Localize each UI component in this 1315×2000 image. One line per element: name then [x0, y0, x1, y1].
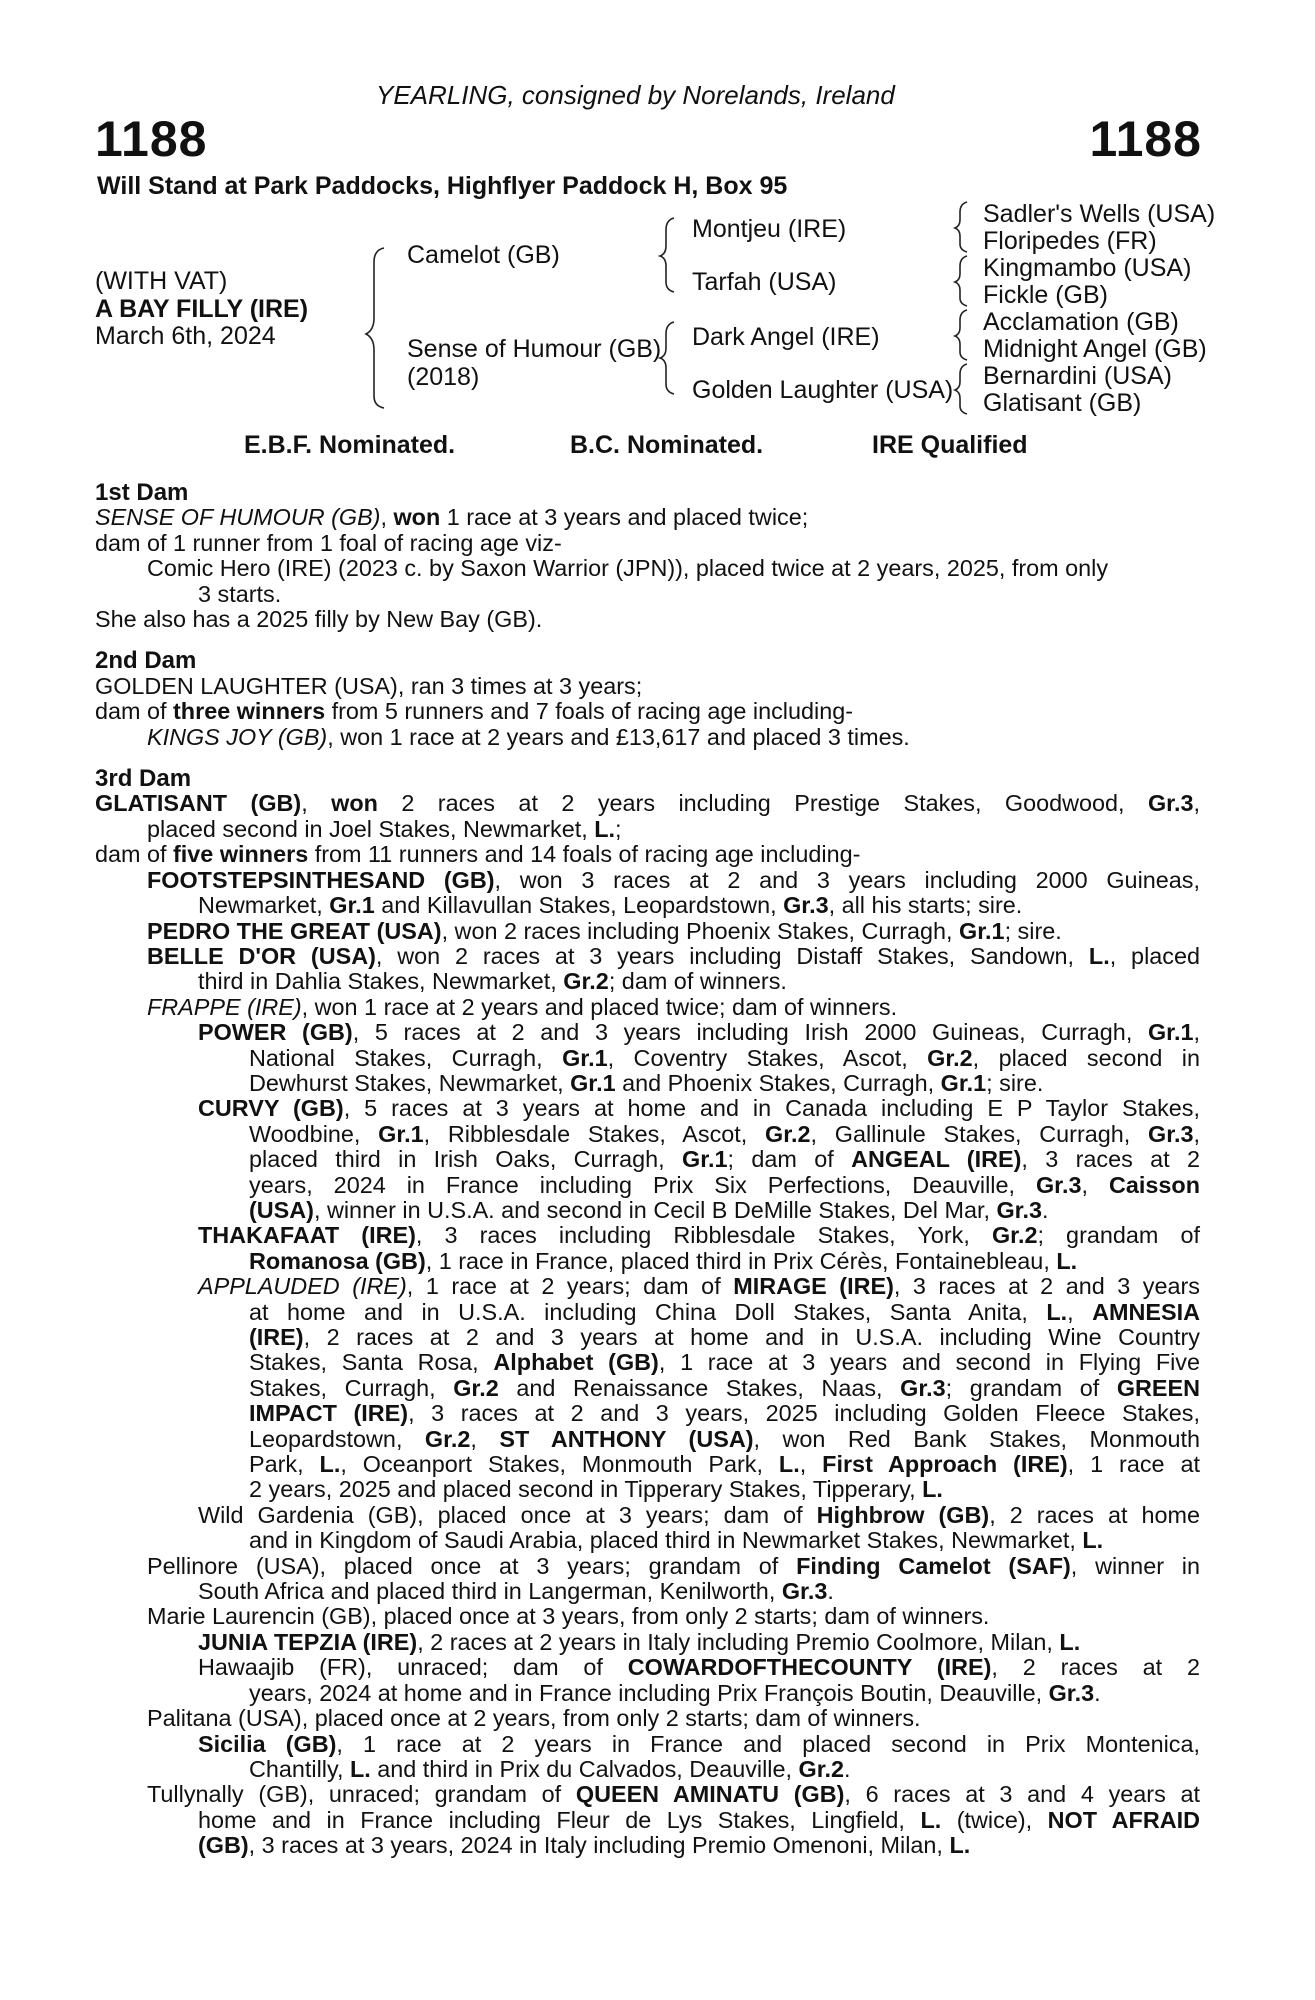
produce-wild-gardenia-cont: and in Kingdom of Saudi Arabia, placed third in Newmarket Stakes, Newmarket, L.: [249, 1527, 1104, 1554]
produce-thakafaat-cont: Romanosa (GB), 1 race in France, placed third in Prix Cérès, Fontainebleau, L.: [249, 1247, 1078, 1274]
first-dam-produce-item: Comic Hero (IRE) (2023 c. by Saxon Warrior (JPN)), placed twice at 2 years, 2025, from only: [147, 555, 1109, 582]
second-dam-produce-summary: dam of three winners from 5 runners and 7 foals of racing age including-: [95, 698, 853, 725]
produce-pellinore-cont: South Africa and placed third in Langerman, Kenilworth, Gr.3.: [198, 1578, 834, 1605]
produce-curvy-cont4: (USA), winner in U.S.A. and second in Cecil B DeMille Stakes, Del Mar, Gr.3.: [249, 1196, 1049, 1223]
first-dam-line: SENSE OF HUMOUR (GB), won 1 race at 3 years and placed twice;: [95, 504, 809, 531]
vat-note: (WITH VAT): [95, 267, 228, 295]
horse-name: A BAY FILLY (IRE): [95, 295, 309, 323]
third-dam-line: GLATISANT (GB), won 2 races at 2 years including Prestige Stakes, Goodwood, Gr.3,: [95, 790, 1200, 817]
produce-applauded-cont8: 2 years, 2025 and placed second in Tipperary Stakes, Tipperary, L.: [249, 1476, 943, 1503]
lot-number-right: 1188: [1089, 111, 1202, 167]
produce-marie-laurencin: Marie Laurencin (GB), placed once at 3 years, from only 2 starts; dam of winners.: [147, 1603, 990, 1630]
produce-applauded-cont1: at home and in U.S.A. including China Doll Stakes, Santa Anita, L., AMNESIA: [249, 1298, 1200, 1325]
produce-junia-tepzia: JUNIA TEPZIA (IRE), 2 races at 2 years in Italy including Premio Coolmore, Milan, L.: [198, 1628, 1081, 1655]
produce-thakafaat: THAKAFAAT (IRE), 3 races including Ribblesdale Stakes, York, Gr.2; grandam of: [198, 1222, 1200, 1249]
third-dam-heading: 3rd Dam: [95, 765, 192, 793]
produce-footstepsinthesand: FOOTSTEPSINTHESAND (GB), won 3 races at 2 and 3 years including 2000 Guineas,: [147, 866, 1200, 893]
produce-pedro-the-great: PEDRO THE GREAT (USA), won 2 races including Phoenix Stakes, Curragh, Gr.1; sire.: [147, 917, 1062, 944]
sire-sire: Montjeu (IRE): [692, 215, 847, 243]
first-dam-heading: 1st Dam: [95, 479, 189, 506]
ancestor-6: Midnight Angel (GB): [983, 335, 1207, 363]
ebf-nomination: E.B.F. Nominated.: [244, 431, 456, 459]
produce-curvy: CURVY (GB), 5 races at 3 years at home and in Canada including E P Taylor Stakes,: [198, 1095, 1201, 1122]
third-dam-line-cont: placed second in Joel Stakes, Newmarket, L.;: [147, 815, 622, 842]
produce-belle-dor-cont: third in Dahlia Stakes, Newmarket, Gr.2; dam of winners.: [198, 968, 787, 995]
produce-applauded-cont4: Stakes, Curragh, Gr.2 and Renaissance Stakes, Naas, Gr.3; grandam of GREEN: [249, 1374, 1201, 1401]
lot-number-left: 1188: [95, 111, 208, 167]
produce-curvy-cont1: Woodbine, Gr.1, Ribblesdale Stakes, Ascot, Gr.2, Gallinule Stakes, Curragh, Gr.3,: [249, 1120, 1201, 1147]
ancestor-2: Floripedes (FR): [983, 227, 1157, 255]
dam-name: Sense of Humour (GB): [407, 335, 662, 363]
produce-curvy-cont2: placed third in Irish Oaks, Curragh, Gr.1; dam of ANGEAL (IRE), 3 races at 2: [249, 1146, 1200, 1173]
first-dam-note: She also has a 2025 filly by New Bay (GB).: [95, 606, 543, 633]
produce-pellinore: Pellinore (USA), placed once at 3 years; grandam of Finding Camelot (SAF), winner in: [147, 1552, 1200, 1579]
sire-dam: Tarfah (USA): [692, 268, 837, 296]
dam-sire: Dark Angel (IRE): [692, 323, 880, 351]
second-dam-heading: 2nd Dam: [95, 647, 197, 675]
produce-sicilia: Sicilia (GB), 1 race at 2 years in France and placed second in Prix Montenica,: [198, 1730, 1200, 1757]
produce-applauded-cont3: Stakes, Santa Rosa, Alphabet (GB), 1 race at 3 years and second in Flying Five: [249, 1349, 1201, 1376]
produce-hawaajib-cont: years, 2024 at home and in France including Prix François Boutin, Deauville, Gr.3.: [249, 1679, 1101, 1706]
produce-record: [95, 480, 1200, 1859]
produce-power-cont2: Dewhurst Stakes, Newmarket, Gr.1 and Phoenix Stakes, Curragh, Gr.1; sire.: [249, 1069, 1044, 1096]
produce-applauded-cont6: Leopardstown, Gr.2, ST ANTHONY (USA), won Red Bank Stakes, Monmouth: [249, 1425, 1200, 1452]
produce-tullynally: Tullynally (GB), unraced; grandam of QUEEN AMINATU (GB), 6 races at 3 and 4 years at: [147, 1781, 1201, 1808]
produce-power: POWER (GB), 5 races at 2 and 3 years including Irish 2000 Guineas, Curragh, Gr.1,: [198, 1019, 1200, 1046]
ancestor-5: Acclamation (GB): [983, 308, 1179, 336]
first-dam-produce-summary: dam of 1 runner from 1 foal of racing age viz-: [95, 529, 562, 556]
bc-nomination: B.C. Nominated.: [570, 431, 764, 459]
produce-applauded-cont7: Park, L., Oceanport Stakes, Monmouth Park, L., First Approach (IRE), 1 race at: [249, 1451, 1200, 1478]
second-dam-line: GOLDEN LAUGHTER (USA), ran 3 times at 3 years;: [95, 672, 643, 699]
second-dam-produce-item: KINGS JOY (GB), won 1 race at 2 years and £13,617 and placed 3 times.: [147, 723, 910, 750]
produce-tullynally-cont1: home and in France including Fleur de Lys Stakes, Lingfield, L. (twice), NOT AFRAID: [198, 1806, 1200, 1833]
dam-foal-year: (2018): [407, 363, 480, 391]
produce-applauded-cont5: IMPACT (IRE), 3 races at 2 and 3 years, 2025 including Golden Fleece Stakes,: [249, 1400, 1200, 1427]
dam-dam: Golden Laughter (USA): [692, 376, 954, 404]
third-dam-produce-summary: dam of five winners from 11 runners and 14 foals of racing age including-: [95, 841, 861, 868]
ancestor-7: Bernardini (USA): [983, 362, 1172, 390]
produce-frappe: FRAPPE (IRE), won 1 race at 2 years and placed twice; dam of winners.: [147, 993, 898, 1020]
produce-power-cont1: National Stakes, Curragh, Gr.1, Coventry Stakes, Ascot, Gr.2, placed second in: [249, 1044, 1200, 1071]
sire-name: Camelot (GB): [407, 241, 560, 269]
produce-tullynally-cont2: (GB), 3 races at 3 years, 2024 in Italy including Premio Omenoni, Milan, L.: [198, 1832, 971, 1859]
produce-applauded-cont2: (IRE), 2 races at 2 and 3 years at home and in U.S.A. including Wine Country: [249, 1324, 1200, 1350]
produce-hawaajib: Hawaajib (FR), unraced; dam of COWARDOFTHECOUNTY (IRE), 2 races at 2: [198, 1654, 1201, 1681]
ire-qualified: IRE Qualified: [872, 431, 1028, 459]
ancestor-4: Fickle (GB): [983, 281, 1108, 309]
produce-sicilia-cont: Chantilly, L. and third in Prix du Calvados, Deauville, Gr.2.: [249, 1755, 851, 1782]
ancestor-8: Glatisant (GB): [983, 389, 1142, 417]
first-dam-produce-item-cont: 3 starts.: [198, 580, 282, 607]
produce-palitana: Palitana (USA), placed once at 2 years, from only 2 starts; dam of winners.: [147, 1705, 921, 1732]
produce-applauded: APPLAUDED (IRE), 1 race at 2 years; dam of MIRAGE (IRE), 3 races at 2 and 3 years: [198, 1273, 1200, 1300]
consignment-line: YEARLING, consigned by Norelands, Ireland: [376, 80, 895, 110]
produce-footstepsinthesand-cont: Newmarket, Gr.1 and Killavullan Stakes, Leopardstown, Gr.3, all his starts; sire.: [198, 892, 1023, 919]
stand-location: Will Stand at Park Paddocks, Highflyer Paddock H, Box 95: [97, 172, 788, 200]
ancestor-3: Kingmambo (USA): [983, 254, 1192, 282]
ancestor-1: Sadler's Wells (USA): [983, 200, 1216, 228]
produce-wild-gardenia: Wild Gardenia (GB), placed once at 3 years; dam of Highbrow (GB), 2 races at home: [198, 1501, 1200, 1528]
produce-belle-dor: BELLE D'OR (USA), won 2 races at 3 years including Distaff Stakes, Sandown, L., placed: [147, 942, 1200, 969]
produce-curvy-cont3: years, 2024 in France including Prix Six Perfections, Deauville, Gr.3, Caisson: [249, 1171, 1200, 1198]
foaling-date: March 6th, 2024: [95, 322, 276, 350]
